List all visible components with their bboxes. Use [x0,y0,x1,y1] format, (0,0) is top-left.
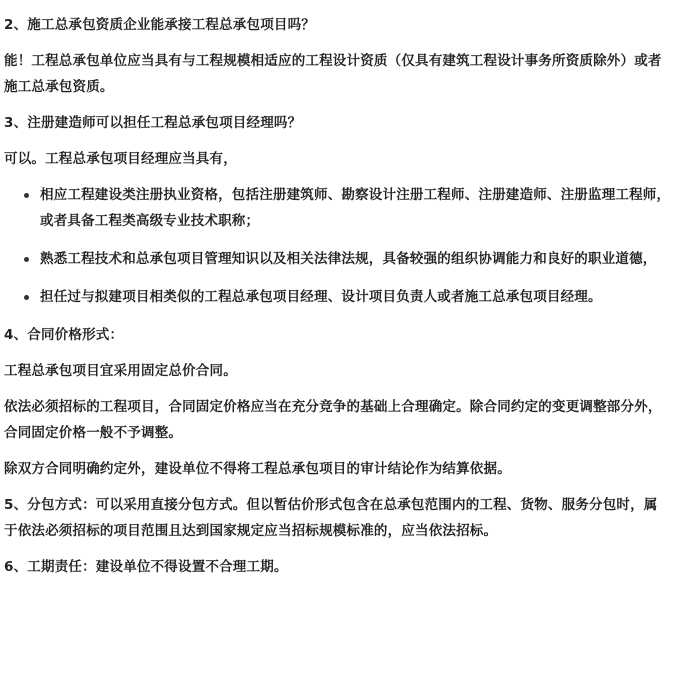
list-item-text: 相应工程建设类注册执业资格，包括注册建筑师、勘察设计注册工程师、注册建造师、注册监理工程师，或者具备工程类高级专业技术职称； [40,187,671,229]
answer-2-text: 能！工程总承包单位应当具有与工程规模相适应的工程设计资质（仅具有建筑工程设计事务所资质除外）或者施工总承包资质。 [4,53,662,95]
section-4-heading: 4、合同价格形式： [4,327,124,343]
bullet-icon [24,295,29,300]
section-5-text: 5、分包方式：可以采用直接分包方式。但以暂估价形式包含在总承包范围内的工程、货物、服务分包时，属于依法必须招标的项目范围且达到国家规定应当招标规模标准的，应当依法招标。 [4,497,658,539]
requirements-list [4,182,671,310]
section-4-text-1: 工程总承包项目宜采用固定总价合同。 [4,363,237,379]
question-2-heading: 2、施工总承包资质企业能承接工程总承包项目吗？ [4,17,315,33]
list-item-text: 担任过与拟建项目相类似的工程总承包项目经理、设计项目负责人或者施工总承包项目经理。 [40,289,602,305]
section-4-text-2: 依法必须招标的工程项目，合同固定价格应当在充分竞争的基础上合理确定。除合同约定的变更调整部分外，合同固定价格一般不予调整。 [4,399,662,441]
question-3-heading: 3、注册建造师可以担任工程总承包项目经理吗？ [4,115,302,131]
list-item [22,284,671,310]
section-4-text-3: 除双方合同明确约定外，建设单位不得将工程总承包项目的审计结论作为结算依据。 [4,461,511,477]
bullet-icon [24,257,29,262]
bullet-icon [24,193,29,198]
list-item [22,246,671,272]
list-item-text: 熟悉工程技术和总承包项目管理知识以及相关法律法规，具备较强的组织协调能力和良好的职业道德， [40,251,657,267]
section-6-text: 6、工期责任：建设单位不得设置不合理工期。 [4,559,288,575]
list-item [22,182,671,234]
answer-3-intro: 可以。工程总承包项目经理应当具有， [4,151,237,167]
